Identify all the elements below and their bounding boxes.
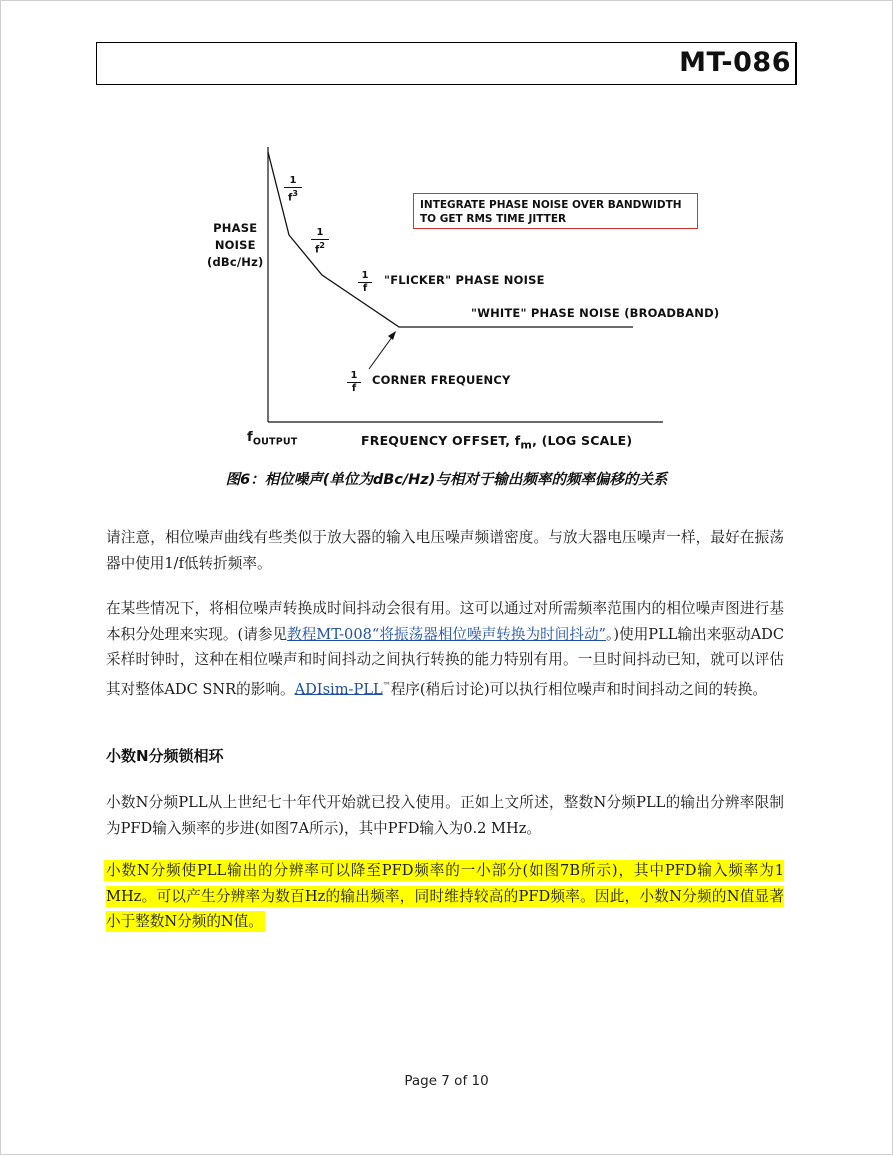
white-noise-label: "WHITE" PHASE NOISE (BROADBAND) (471, 306, 720, 320)
x-axis-label-sub: m (520, 438, 533, 452)
x-axis-label-pre: FREQUENCY OFFSET, f (361, 433, 521, 448)
frac-2-bar (311, 239, 329, 256)
frac-1-over-f2 (311, 227, 329, 256)
x-axis-label-post: , (LOG SCALE) (532, 433, 633, 448)
frac-1-over-f-corner (347, 370, 361, 395)
callout-line1: INTEGRATE PHASE NOISE OVER BANDWIDTH (420, 199, 682, 211)
paragraph-2 (106, 596, 784, 702)
section-heading: 小数N分频锁相环 (106, 747, 224, 765)
phase-noise-diagram (0, 0, 893, 470)
integrate-callout-box (413, 193, 698, 229)
trademark-symbol: ™ (382, 680, 391, 690)
frac-2-exp: 2 (319, 241, 325, 250)
frac-1-den: f (288, 192, 293, 204)
frac-3-den: f (358, 282, 372, 295)
document-id: MT-086 (679, 47, 791, 78)
paragraph-4-highlighted (106, 858, 784, 935)
frac-1-bar (284, 187, 302, 204)
x-axis-label (361, 433, 632, 452)
figure-caption: 图6：相位噪声(单位为dBc/Hz)与相对于输出频率的频率偏移的关系 (225, 472, 668, 488)
page-number: Page 7 of 10 (404, 1073, 489, 1089)
highlighted-text: 小数N分频使PLL输出的分辨率可以降至PFD频率的一小部分(如图7B所示)，其中PFD输入频率为1 MHz。可以产生分辨率为数百Hz的输出频率，同时维持较高的PFD频率。因此，小数N分频的N值显著小于整数N分频的N值。 (106, 862, 784, 930)
mt-008-tutorial-link[interactable]: 教程MT-008“将振荡器相位噪声转换为时间抖动” (287, 625, 607, 643)
y-axis-label (207, 220, 263, 271)
y-axis-label-line2: NOISE (214, 238, 256, 252)
frac-1-num: 1 (289, 175, 297, 186)
frac-1-over-f-flicker (358, 270, 372, 295)
paragraph-2-text-b: 。)使用PLL输出来驱动ADC采样时钟时，这种在相位噪声和时间抖动之间执行转换的能力特别有用。一旦时间抖动已知，就可以评估其对整体ADC SNR的影响。 (106, 625, 784, 698)
frac-2-den: f (315, 244, 320, 256)
adisim-pll-link[interactable]: ADIsim-PLL (294, 680, 383, 698)
frac-4-den: f (347, 382, 361, 395)
frac-3-num: 1 (361, 270, 369, 281)
paragraph-2-text-a: 在某些情况下，将相位噪声转换成时间抖动会很有用。这可以通过对所需频率范围内的相位噪声图进行基本积分处理来实现。(请参见 (106, 600, 784, 643)
x-origin-label (247, 430, 298, 448)
callout-line2: TO GET RMS TIME JITTER (420, 213, 567, 225)
frac-2-num: 1 (316, 227, 324, 238)
frac-4-num: 1 (350, 370, 358, 381)
frac-1-over-f3 (284, 175, 302, 204)
corner-frequency-label: CORNER FREQUENCY (372, 373, 511, 387)
x-origin-sub: OUTPUT (252, 436, 298, 448)
phase-noise-figure (0, 0, 893, 470)
paragraph-3: 小数N分频PLL从上世纪七十年代开始就已投入使用。正如上文所述，整数N分频PLL的输出分辨率限制为PFD输入频率的步进(如图7A所示)，其中PFD输入为0.2 MHz。 (106, 794, 784, 837)
frac-1-exp: 3 (292, 189, 298, 198)
paragraph-2-text-c: 程序(稍后讨论)可以执行相位噪声和时间抖动之间的转换。 (390, 680, 767, 698)
x-origin-f: f (247, 430, 253, 445)
y-axis-label-line1: PHASE (213, 221, 258, 235)
y-axis-label-line3: (dBc/Hz) (207, 255, 264, 269)
flicker-noise-label: "FLICKER" PHASE NOISE (384, 273, 545, 287)
paragraph-1: 请注意，相位噪声曲线有些类似于放大器的输入电压噪声频谱密度。与放大器电压噪声一样，最好在振荡器中使用1/f低转折频率。 (106, 529, 784, 572)
corner-arrow-head (388, 331, 396, 340)
